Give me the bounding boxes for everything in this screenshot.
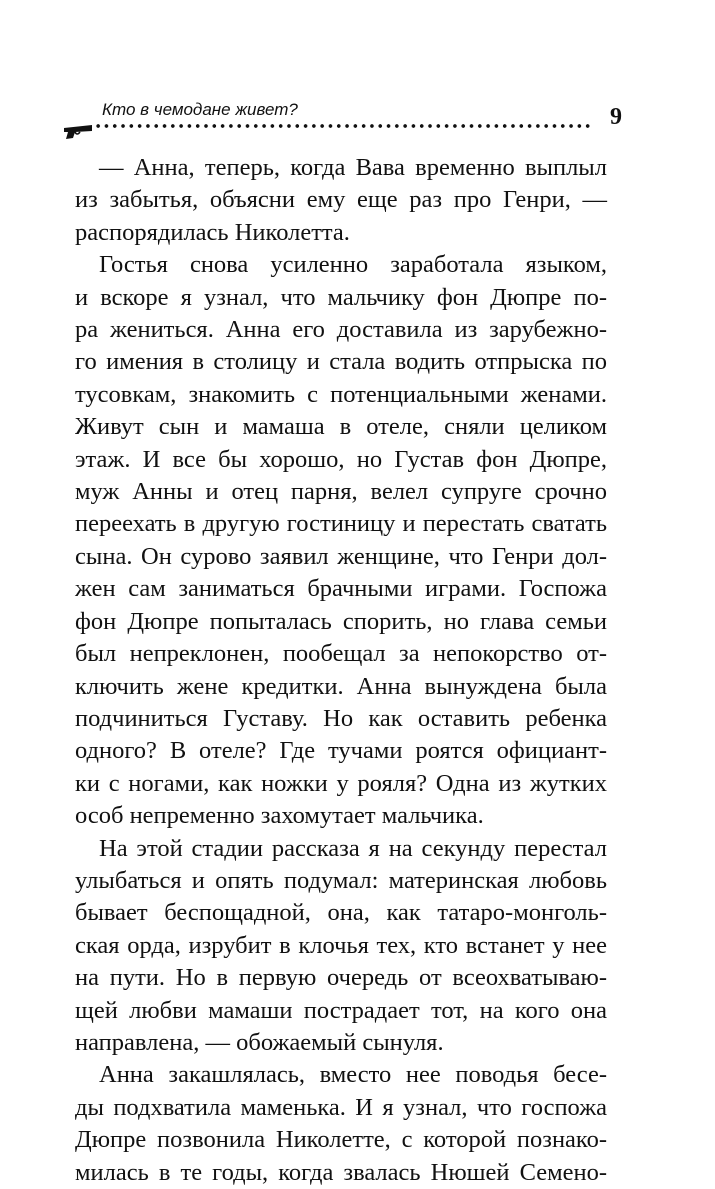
text-line: тусовкам, знакомить с потенциальными женами.	[75, 380, 607, 408]
text-line: ская орда, изрубит в клочья тех, кто встанет у нее	[75, 931, 607, 959]
pistol-icon	[62, 122, 94, 140]
text-line: фон Дюпре попыталась спорить, но глава семьи	[75, 607, 607, 635]
text-line: был непреклонен, пообещал за непокорство от-	[75, 640, 607, 668]
text-line: одного? В отеле? Где тучами роятся официант-	[75, 737, 607, 765]
text-line: распорядилась Николетта.	[75, 218, 350, 246]
text-line: Живут сын и мамаша в отеле, сняли целиком	[75, 413, 607, 441]
text-line: Гостья снова усиленно заработала языком,	[99, 251, 607, 279]
text-line: направлена, — обожаемый сынуля.	[75, 1028, 444, 1056]
text-line: улыбаться и опять подумал: материнская любовь	[75, 866, 607, 894]
text-line: подчиниться Густаву. Но как оставить ребенка	[75, 704, 607, 732]
text-line: ключить жене кредитки. Анна вынуждена была	[75, 672, 607, 700]
text-line: — Анна, теперь, когда Вава временно выплыл	[99, 154, 607, 181]
text-line: на пути. Но в первую очередь от всеохватываю-	[75, 964, 607, 992]
text-line: переехать в другую гостиницу и перестать сватать	[75, 510, 607, 538]
running-title: Кто в чемодане живет?	[102, 100, 298, 119]
paragraph-1	[75, 152, 607, 249]
paragraph-3	[75, 833, 607, 1060]
text-line: Дюпре позвонила Николетте, с которой познако-	[75, 1126, 607, 1154]
text-line: милась в те годы, когда звалась Нюшей Семено-	[75, 1158, 607, 1186]
text-line: бывает беспощадной, она, как татаро-монголь-	[75, 899, 607, 927]
text-line: муж Анны и отец парня, велел супруге срочно	[75, 478, 607, 506]
text-line: и вскоре я узнал, что мальчику фон Дюпре по-	[75, 283, 607, 311]
text-line: особ непременно захомутает мальчика.	[75, 802, 484, 830]
text-line: На этой стадии рассказа я на секунду перестал	[99, 834, 607, 862]
text-line: жен сам заниматься брачными играми. Госпожа	[75, 575, 607, 603]
dot-leader	[94, 123, 592, 129]
page-number: 9	[610, 104, 622, 130]
text-line: го имения в столицу и стала водить отпрыска по	[75, 348, 607, 376]
text-line: ра жениться. Анна его доставила из зарубежно-	[75, 316, 607, 344]
text-line: Анна закашлялась, вместо нее поводья бесе-	[99, 1061, 607, 1089]
running-head	[62, 96, 622, 146]
paragraph-4	[75, 1059, 607, 1189]
body-text	[75, 152, 607, 1189]
text-line: этаж. И все бы хорошо, но Густав фон Дюпре,	[75, 445, 607, 473]
text-line: щей любви мамаши пострадает тот, на кого она	[75, 996, 607, 1024]
text-line: ки с ногами, как ножки у рояля? Одна из жутких	[75, 769, 607, 797]
text-line: ды подхватила маменька. И я узнал, что госпожа	[75, 1093, 607, 1121]
text-line: из забытья, объясни ему еще раз про Генри, —	[75, 186, 607, 214]
paragraph-2	[75, 249, 607, 832]
text-line: сына. Он сурово заявил женщине, что Генри дол-	[75, 542, 607, 570]
